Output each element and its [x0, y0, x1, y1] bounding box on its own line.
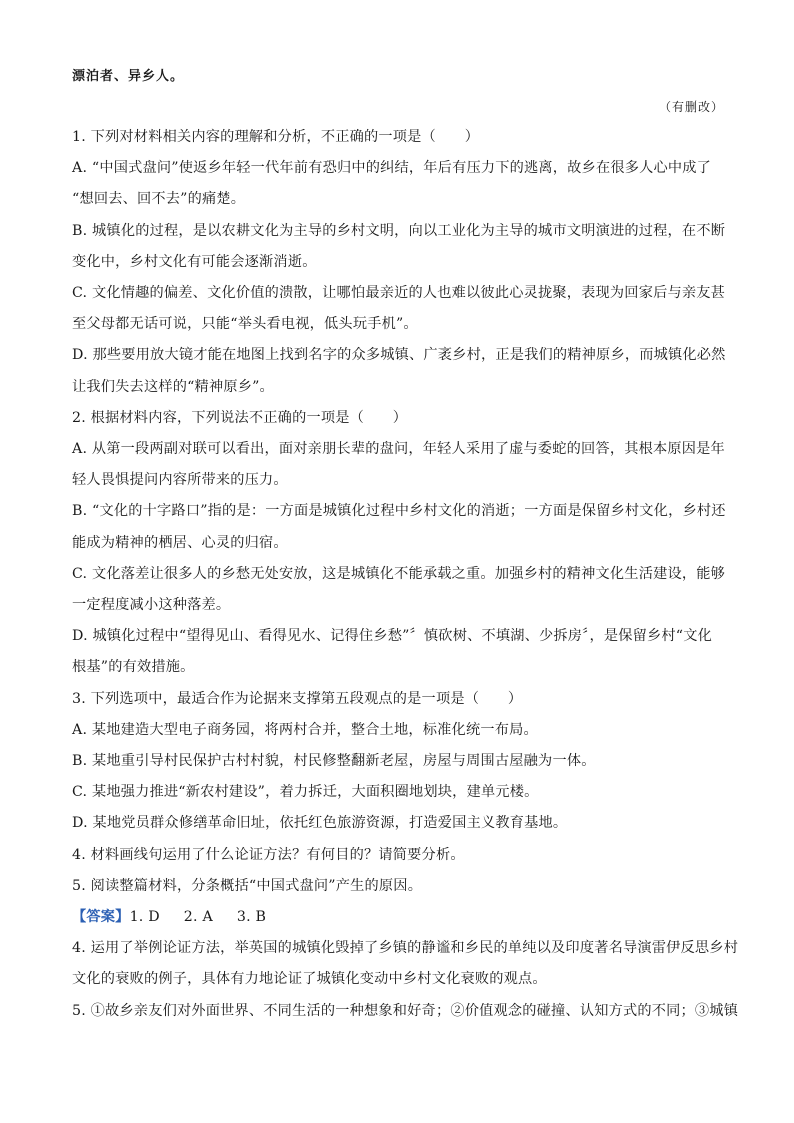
q2-option-b-line1: B. “文化的十字路口”指的是：一方面是城镇化过程中乡村文化的消逝；一方面是保留乡村文化，乡村还 [72, 503, 726, 520]
q1-option-b-line1: B. 城镇化的过程，是以农耕文化为主导的乡村文明，向以工业化为主导的城市文明演进的过程，在不断 [72, 222, 726, 239]
q2-option-d-line1: D. 城镇化过程中“望得见山、看得见水、记得住乡愁”〞慎砍树、不填湖、少拆房〞，是保留乡村“文化 [72, 628, 713, 645]
q1-option-c-line2: 至父母都无话可说，只能“举头看电视，低头玩手机”。 [72, 316, 418, 333]
answer-item-2: 2. A [183, 909, 213, 926]
answer-summary [72, 902, 726, 933]
q3-option-c: C. 某地强力推进“新农村建设”，着力拆迁，大面积圈地划块，建单元楼。 [72, 784, 539, 801]
answer-4-line1: 4. 运用了举例论证方法，举英国的城镇化毁掉了乡镇的静谧和乡民的单纯以及印度著名导演雷伊反思乡村 [72, 940, 739, 957]
source-note: （有删改） [658, 100, 724, 114]
answer-tag: 【答案】 [72, 909, 130, 926]
answer-item-3: 3. B [236, 909, 267, 926]
q3-option-d: D. 某地党员群众修缮革命旧址，依托红色旅游资源，打造爱国主义教育基地。 [72, 815, 568, 832]
q3-option-b: B. 某地重引导村民保护古村村貌，村民修整翻新老屋，房屋与周围古屋融为一体。 [72, 753, 596, 770]
q2-option-c-line1: C. 文化落差让很多人的乡愁无处安放，这是城镇化不能承载之重。加强乡村的精神文化生活建设，能够 [72, 565, 726, 582]
q2-option-c-line2: 一定程度减小这种落差。 [72, 597, 231, 614]
question-4-stem: 4. 材料画线句运用了什么论证方法？有何目的？请简要分析。 [72, 846, 465, 863]
question-2-stem: 2. 根据材料内容，下列说法不正确的一项是（ ） [72, 409, 408, 426]
q3-option-a: A. 某地建造大型电子商务园，将两村合并，整合土地，标准化统一布局。 [72, 721, 538, 738]
q1-option-d-line1: D. 那些要用放大镜才能在地图上找到名字的众多城镇、广袤乡村，正是我们的精神原乡，而城镇化必然 [72, 347, 726, 364]
q2-option-a-line2: 轻人畏惧提问内容所带来的压力。 [72, 472, 288, 489]
q2-option-b-line2: 能成为精神的栖居、心灵的归宿。 [72, 534, 288, 551]
question-1-stem: 1. 下列对材料相关内容的理解和分析，不正确的一项是（ ） [72, 129, 480, 145]
q1-option-b-line2: 变化中，乡村文化有可能会逐渐消逝。 [72, 253, 317, 270]
q1-option-c-line1: C. 文化情趣的偏差、文化价值的溃散，让哪怕最亲近的人也难以彼此心灵拢聚，表现为回家后与亲友甚 [72, 285, 726, 302]
document-page [72, 62, 739, 1027]
q1-option-d-line2: 让我们失去这样的“精神原乡”。 [72, 378, 274, 395]
answer-5-line1: 5. ①故乡亲友们对外面世界、不同生活的一种想象和好奇；②价值观念的碰撞、认知方式的不同；③城镇 [72, 1002, 739, 1019]
q1-option-a-line1: A. “中国式盘问”使返乡年轻一代年前有恐归中的纠结，年后有压力下的逃离，故乡在很多人心中成了 [72, 160, 712, 177]
q2-option-d-line2: 根基”的有效措施。 [72, 659, 195, 676]
intro-line: 漂泊者、异乡人。 [72, 69, 185, 84]
answer-4-line2: 文化的衰败的例子，具体有力地论证了城镇化变动中乡村文化衰败的观点。 [72, 971, 547, 988]
q2-option-a-line1: A. 从第一段两副对联可以看出，面对亲朋长辈的盘问，年轻人采用了虚与委蛇的回答，其根本原因是年 [72, 441, 725, 458]
q1-option-a-line2: “想回去、回不去”的痛楚。 [72, 191, 246, 208]
answer-item-1: 1. D [129, 909, 160, 926]
question-3-stem: 3. 下列选项中，最适合作为论据来支撑第五段观点的是一项是（ ） [72, 690, 523, 707]
question-5-stem: 5. 阅读整篇材料，分条概括“中国式盘问”产生的原因。 [72, 877, 423, 894]
